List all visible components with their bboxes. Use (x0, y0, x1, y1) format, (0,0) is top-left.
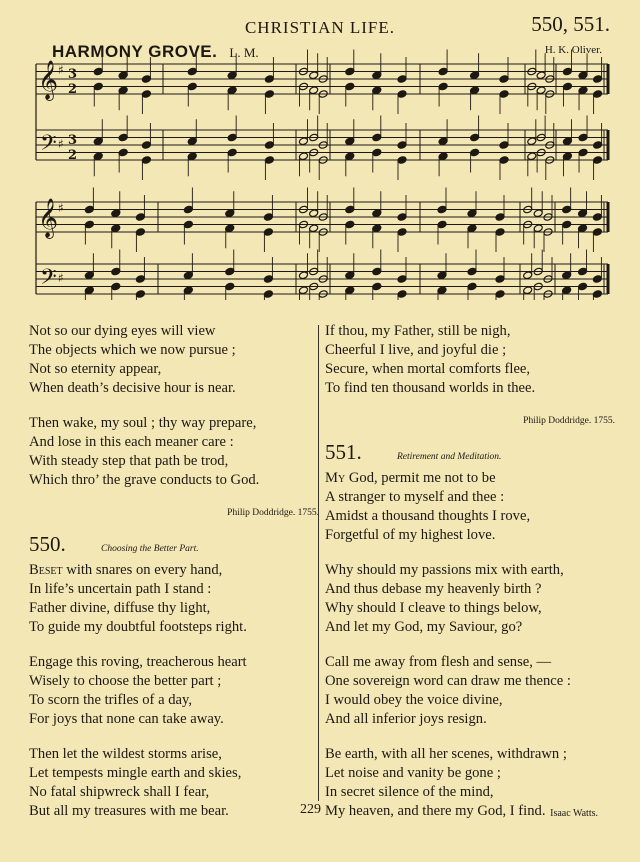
verse-line: Father divine, diffuse thy light, (29, 600, 211, 616)
note-head (299, 137, 309, 146)
note-head (562, 286, 572, 295)
note-head (578, 282, 588, 291)
note-head (263, 213, 273, 222)
note-head (397, 213, 407, 222)
note-head (264, 75, 274, 84)
hymn-551-verses (325, 469, 615, 821)
note-head (345, 137, 355, 146)
stanza (29, 745, 319, 821)
right-column (325, 322, 615, 837)
verse-line: But all my treasures with me bear. (29, 803, 229, 819)
note-head (467, 224, 477, 233)
hymn-numbers-header: 550, 551. (531, 12, 610, 36)
note-head (562, 271, 572, 280)
note-head (372, 209, 382, 218)
note-head (187, 137, 197, 146)
note-head (470, 71, 480, 80)
left-column (29, 322, 319, 837)
note-head (495, 213, 505, 222)
treble-clef-icon: 𝄞 (38, 198, 59, 238)
hymn-551-number: 551. (325, 440, 362, 464)
verse-line: To scorn the trifles of a day, (29, 692, 192, 708)
note-head (227, 133, 237, 142)
note-head (309, 71, 319, 80)
verse-line: Let tempests mingle earth and skies, (29, 765, 242, 781)
note-head (263, 275, 273, 284)
note-head (141, 90, 151, 99)
verse-line (325, 469, 615, 488)
verse-line: A stranger to myself and thee : (325, 489, 505, 505)
note-head (187, 82, 197, 91)
note-head (118, 71, 128, 80)
note-head (562, 152, 572, 161)
note-head (345, 82, 355, 91)
note-head (467, 282, 477, 291)
author-footer: Isaac Watts. (550, 808, 598, 819)
note-head (437, 220, 447, 229)
note-head (372, 267, 382, 276)
note-head (470, 86, 480, 95)
tune-name: HARMONY GROVE. (52, 42, 218, 61)
hymn-551-heading (325, 440, 615, 467)
note-head (536, 86, 546, 95)
verse-line: Forgetful of my highest love. (325, 527, 496, 543)
note-head (467, 209, 477, 218)
stanza (29, 414, 319, 490)
stanza (325, 653, 615, 729)
note-head (592, 290, 602, 299)
verse-line: My heaven, and there my God, I find. (325, 803, 546, 819)
stanza (29, 322, 319, 398)
note-head (345, 152, 355, 161)
note-head (187, 67, 197, 76)
bass-clef-icon: 𝄢 (40, 265, 57, 295)
note-head (135, 290, 145, 299)
note-head (578, 133, 588, 142)
note-head (397, 141, 407, 150)
note-head (397, 75, 407, 84)
hymn-551-title: Retirement and Meditation. (397, 452, 502, 462)
hymn-550-verses (29, 561, 319, 821)
note-head (527, 137, 537, 146)
verse-line: Not so our dying eyes will view (29, 323, 216, 339)
continued-verses-right (325, 322, 615, 398)
note-head (187, 152, 197, 161)
note-head (141, 156, 151, 165)
verse-line: In life’s uncertain path I stand : (29, 581, 212, 597)
note-head (372, 71, 382, 80)
verse-line: To guide my doubtful footsteps right. (29, 619, 247, 635)
verse-line: Wisely to choose the better part ; (29, 673, 222, 689)
verse-line-rest: God, permit me not to be (345, 470, 496, 486)
note-head (438, 137, 448, 146)
note-head (470, 148, 480, 157)
stanza (325, 322, 615, 398)
note-head (578, 224, 588, 233)
note-head (499, 156, 509, 165)
note-head (562, 205, 572, 214)
note-head (227, 86, 237, 95)
bass-clef-icon: 𝄢 (40, 131, 57, 161)
note-head (111, 282, 121, 291)
note-head (227, 71, 237, 80)
note-head (84, 205, 94, 214)
note-head (299, 286, 309, 295)
note-head (135, 213, 145, 222)
note-head (263, 290, 273, 299)
verse-line: Not so eternity appear, (29, 361, 162, 377)
verse-line: The objects which we now pursue ; (29, 342, 236, 358)
note-head (495, 275, 505, 284)
treble-time-signature-bottom: 2 (68, 82, 78, 97)
note-head (345, 286, 355, 295)
verse-line: Then let the wildest storms arise, (29, 746, 222, 762)
verse-line: I would obey the voice divine, (325, 692, 503, 708)
continued-verses-left (29, 322, 319, 490)
note-head (562, 67, 572, 76)
note-head (93, 67, 103, 76)
note-head (135, 275, 145, 284)
note-head (309, 224, 319, 233)
note-head (183, 220, 193, 229)
attribution-left: Philip Doddridge. 1755. (227, 508, 319, 518)
bass-time-signature-bottom: 2 (68, 148, 78, 163)
verse-line: Why should my passions mix with earth, (325, 562, 564, 578)
note-head (499, 141, 509, 150)
verse-line: To find ten thousand worlds in thee. (325, 380, 536, 396)
stanza (325, 561, 615, 637)
note-head (84, 220, 94, 229)
note-head (118, 86, 128, 95)
note-head (397, 156, 407, 165)
verse-line: No fatal shipwreck shall I fear, (29, 784, 210, 800)
verse-line: Engage this roving, treacherous heart (29, 654, 247, 670)
sharp-icon: ♯ (58, 271, 64, 285)
note-head (578, 71, 588, 80)
note-head (227, 148, 237, 157)
note-head (593, 156, 603, 165)
note-head (523, 286, 533, 295)
note-head (225, 282, 235, 291)
verse-line: If thou, my Father, still be nigh, (325, 323, 511, 339)
hymn-550-heading (29, 532, 319, 559)
note-head (141, 141, 151, 150)
verse-line: And let my God, my Saviour, go? (325, 619, 523, 635)
note-head (225, 224, 235, 233)
note-head (141, 75, 151, 84)
tune-meter: L. M. (229, 45, 259, 60)
note-head (345, 271, 355, 280)
note-head (437, 271, 447, 280)
note-head (495, 228, 505, 237)
note-head (225, 209, 235, 218)
verse-line: Secure, when mortal comforts flee, (325, 361, 531, 377)
note-head (397, 290, 407, 299)
verse-line: And thus debase my heavenly birth ? (325, 581, 542, 597)
note-head (593, 90, 603, 99)
note-head (111, 224, 121, 233)
note-head (372, 224, 382, 233)
note-head (593, 141, 603, 150)
note-head (527, 152, 537, 161)
composer: H. K. Oliver. (544, 44, 602, 56)
note-head (372, 86, 382, 95)
note-head (345, 67, 355, 76)
note-head (562, 82, 572, 91)
note-head (93, 152, 103, 161)
note-head (225, 267, 235, 276)
verse-line: And lose in this each meaner care : (29, 434, 234, 450)
verse-line: With steady step that path be trod, (29, 453, 229, 469)
verse-line: And all inferior joys resign. (325, 711, 487, 727)
note-head (118, 148, 128, 157)
note-head (264, 90, 274, 99)
note-head (183, 271, 193, 280)
note-head (372, 148, 382, 157)
note-head (578, 267, 588, 276)
note-head (372, 133, 382, 142)
note-head (264, 156, 274, 165)
note-head (183, 286, 193, 295)
note-head (118, 133, 128, 142)
hymn-550-title: Choosing the Better Part. (101, 544, 199, 554)
verse-line: Let noise and vanity be gone ; (325, 765, 501, 781)
note-head (467, 267, 477, 276)
verse-line: Then wake, my soul ; thy way prepare, (29, 415, 257, 431)
bass-time-signature-top: 3 (68, 133, 78, 148)
note-head (111, 209, 121, 218)
note-head (499, 90, 509, 99)
note-head (536, 71, 546, 80)
note-head (533, 224, 543, 233)
note-head (183, 205, 193, 214)
note-head (533, 209, 543, 218)
verse-line: Which thro’ the grave conducts to God. (29, 472, 260, 488)
verse-line: For joys that none can take away. (29, 711, 224, 727)
note-head (84, 286, 94, 295)
note-head (438, 67, 448, 76)
running-title: CHRISTIAN LIFE. (244, 18, 396, 37)
note-head (299, 271, 309, 280)
note-head (592, 275, 602, 284)
first-word: Beset (29, 562, 63, 578)
verse-line: Call me away from flesh and sense, — (325, 654, 552, 670)
page-number: 229 (300, 802, 321, 817)
note-head (397, 228, 407, 237)
first-word: My (325, 470, 346, 486)
note-head (345, 205, 355, 214)
note-head (397, 275, 407, 284)
note-head (578, 209, 588, 218)
note-head (562, 220, 572, 229)
note-head (111, 267, 121, 276)
note-head (263, 228, 273, 237)
verse-line: In secret silence of the mind, (325, 784, 494, 800)
stanza (29, 653, 319, 729)
note-head (578, 148, 588, 157)
note-head (93, 137, 103, 146)
sharp-icon: ♯ (58, 137, 64, 151)
note-head (309, 86, 319, 95)
note-head (578, 86, 588, 95)
note-head (345, 220, 355, 229)
note-head (437, 205, 447, 214)
note-head (523, 271, 533, 280)
stanza (325, 469, 615, 545)
note-head (562, 137, 572, 146)
verse-line: Amidst a thousand thoughts I rove, (325, 508, 531, 524)
verse-line: Why should I cleave to things below, (325, 600, 542, 616)
attribution-right: Philip Doddridge. 1755. (523, 416, 615, 426)
note-head (437, 286, 447, 295)
verse-line: Cheerful I live, and joyful die ; (325, 342, 507, 358)
note-head (470, 133, 480, 142)
sharp-icon: ♯ (58, 201, 64, 215)
note-head (593, 75, 603, 84)
note-head (438, 152, 448, 161)
note-head (397, 90, 407, 99)
note-head (592, 228, 602, 237)
note-head (264, 141, 274, 150)
sharp-icon: ♯ (58, 63, 64, 77)
treble-clef-icon: 𝄞 (38, 60, 59, 100)
note-head (84, 271, 94, 280)
note-head (592, 213, 602, 222)
note-head (495, 290, 505, 299)
verse-line: When death’s decisive hour is near. (29, 380, 236, 396)
verse-line: Be earth, with all her scenes, withdrawn ; (325, 746, 567, 762)
note-head (299, 152, 309, 161)
verse-line-rest: with snares on every hand, (62, 562, 223, 578)
note-head (499, 75, 509, 84)
hymn-550-number: 550. (29, 532, 66, 556)
verse-line (29, 561, 319, 580)
note-head (135, 228, 145, 237)
stanza (29, 561, 319, 637)
note-head (372, 282, 382, 291)
note-head (438, 82, 448, 91)
treble-time-signature-top: 3 (68, 67, 78, 82)
verse-line: One sovereign word can draw me thence : (325, 673, 571, 689)
note-head (93, 82, 103, 91)
note-head (309, 209, 319, 218)
music-score (0, 0, 640, 300)
